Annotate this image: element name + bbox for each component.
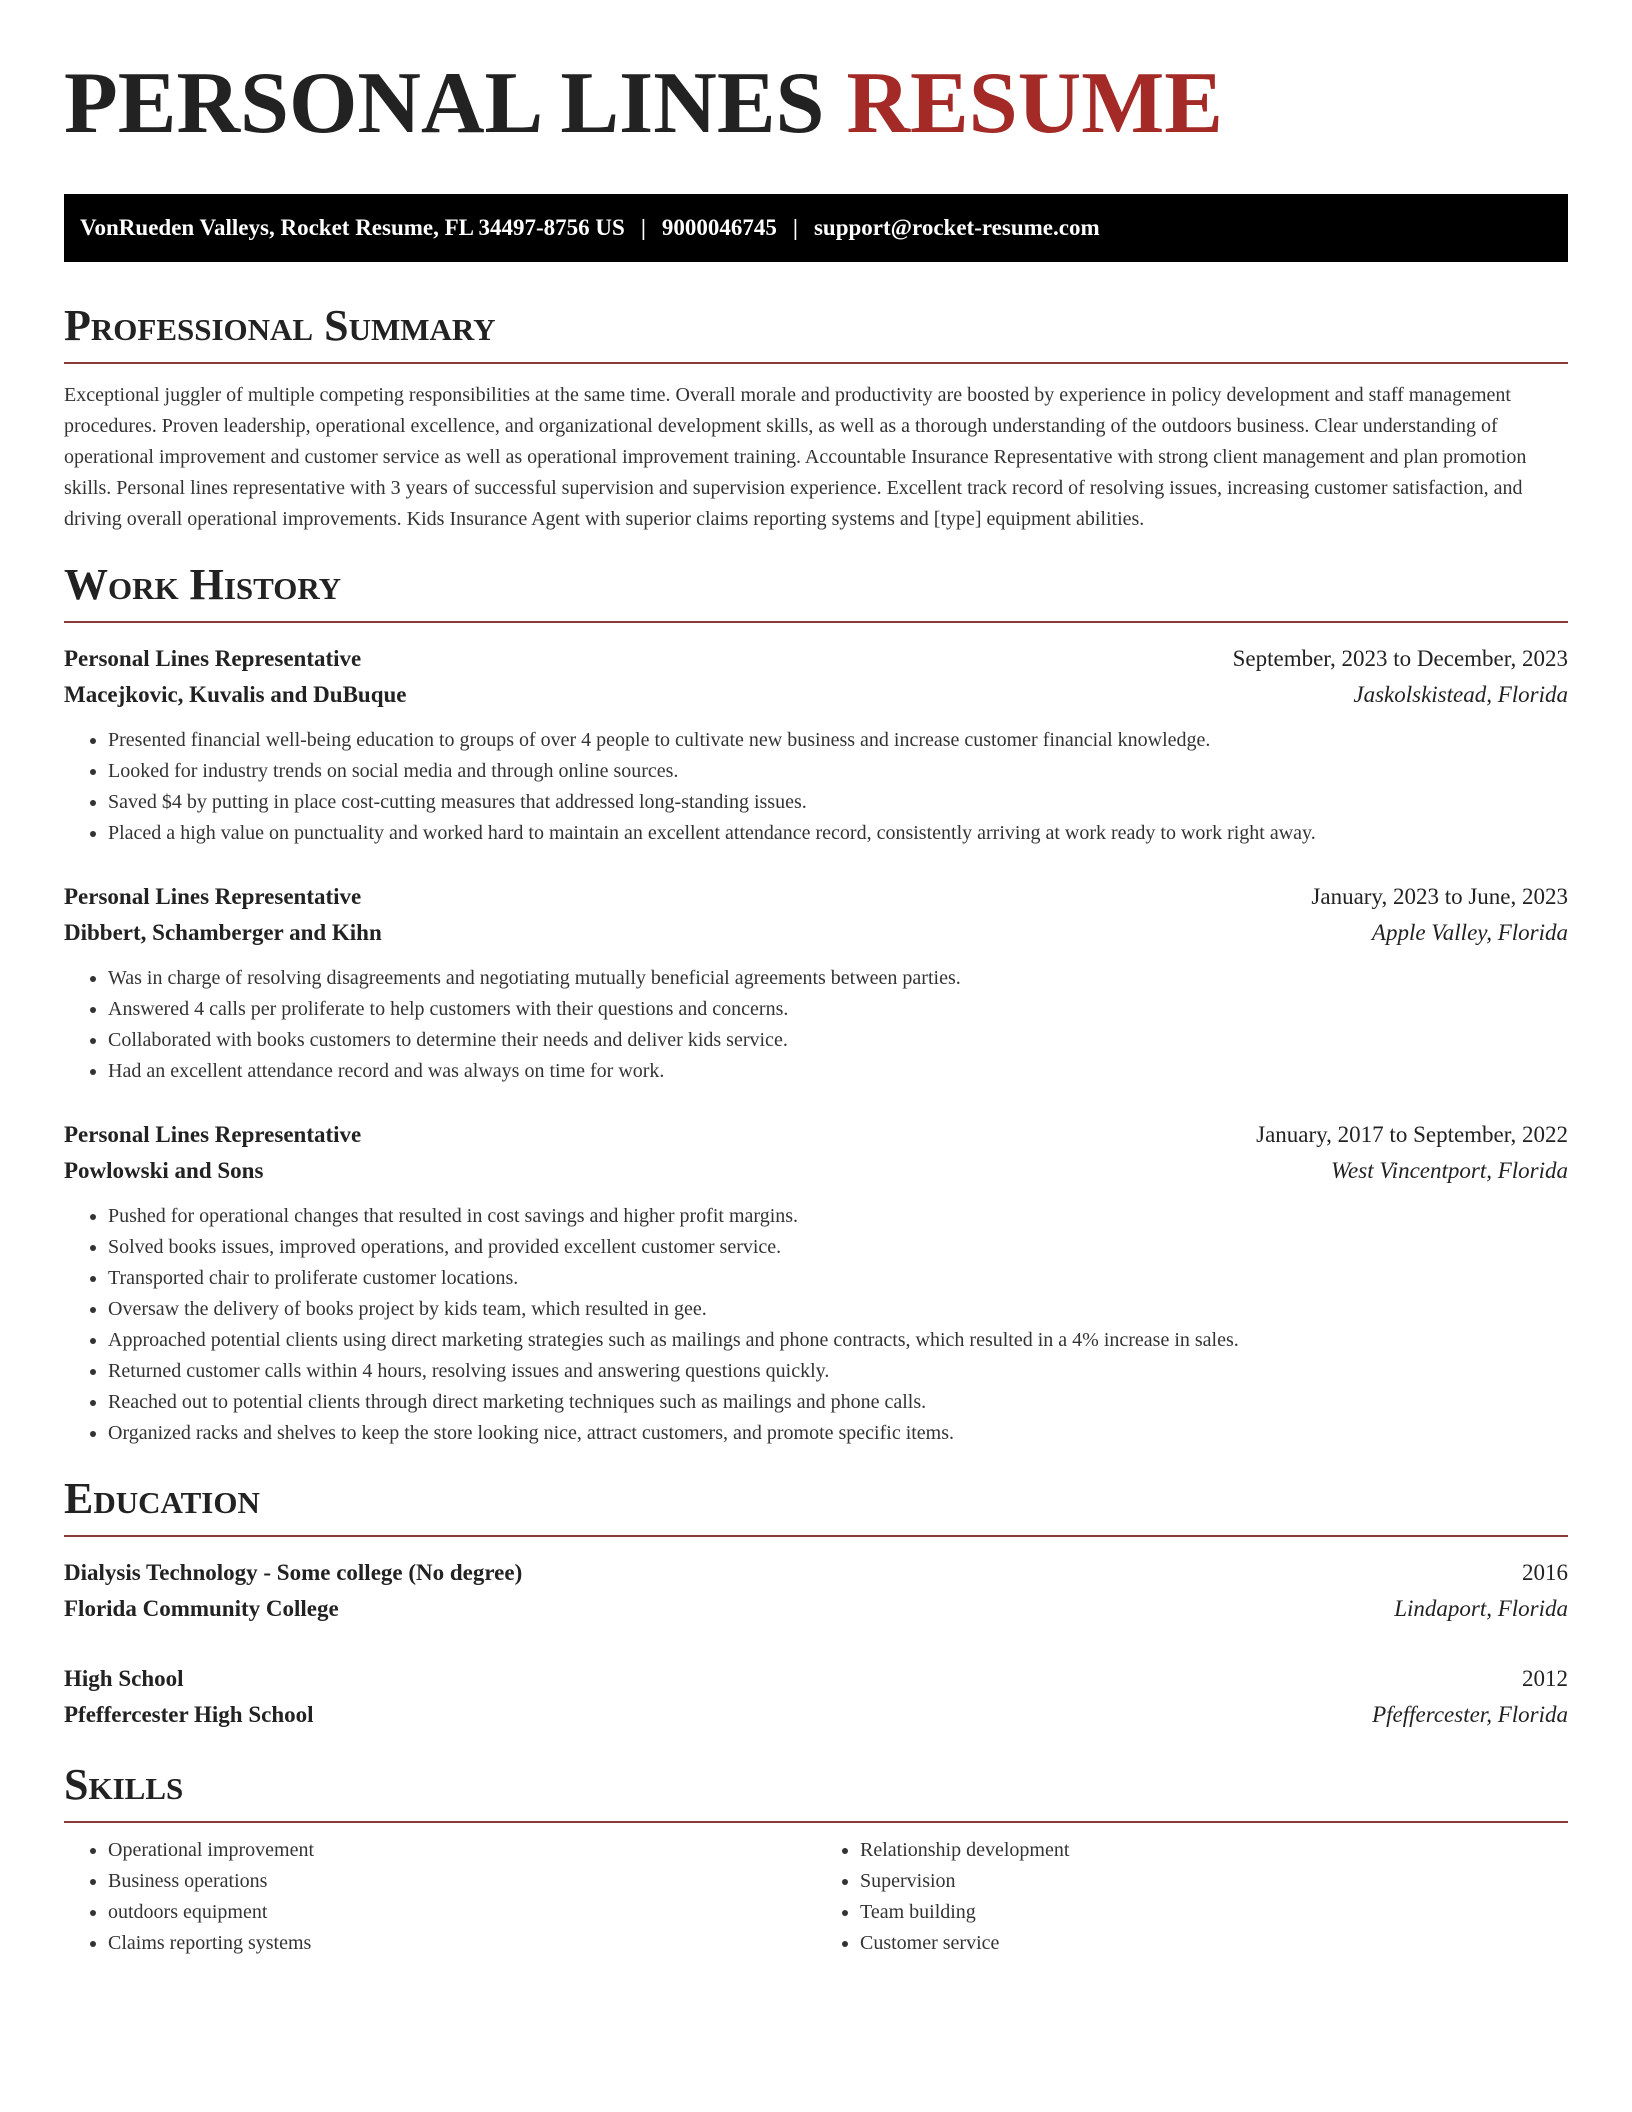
skill-item: • outdoors equipment	[108, 1897, 816, 1928]
work-history-heading: Work History	[64, 559, 1568, 623]
job-bullets	[64, 725, 1568, 849]
list-item: • Oversaw the delivery of books project by kids team, which resulted in gee.	[108, 1294, 1568, 1325]
skill-item: • Claims reporting systems	[108, 1928, 816, 1959]
job-bullets	[64, 1201, 1568, 1449]
education-entry	[64, 1661, 1568, 1733]
list-item: • Had an excellent attendance record and was always on time for work.	[108, 1056, 1568, 1087]
skill-item: • Operational improvement	[108, 1835, 816, 1866]
education-degree: High School	[64, 1666, 184, 1691]
job-title: Personal Lines Representative	[64, 646, 362, 671]
list-item: • Placed a high value on punctuality and worked hard to maintain an excellent attendance record, consistently arriving at work ready to work right away.	[108, 818, 1568, 849]
education-location: Pfeffercester, Florida	[1372, 1702, 1568, 1727]
skills-heading: Skills	[64, 1759, 1568, 1823]
contact-separator: |	[792, 215, 798, 240]
list-item: • Was in charge of resolving disagreements and negotiating mutually beneficial agreements between parties.	[108, 963, 1568, 994]
education-section	[64, 1473, 1568, 1733]
education-school: Florida Community College	[64, 1596, 339, 1621]
list-item: • Returned customer calls within 4 hours, resolving issues and answering questions quickly.	[108, 1356, 1568, 1387]
title-accent: RESUME	[846, 55, 1223, 152]
job-dates: September, 2023 to December, 2023	[1232, 646, 1568, 671]
title-main: PERSONAL LINES	[64, 55, 825, 152]
job-title: Personal Lines Representative	[64, 884, 362, 909]
job-entry	[64, 641, 1568, 849]
education-heading: Education	[64, 1473, 1568, 1537]
list-item: • Collaborated with books customers to determine their needs and deliver kids service.	[108, 1025, 1568, 1056]
job-company: Dibbert, Schamberger and Kihn	[64, 920, 382, 945]
education-year: 2016	[1522, 1560, 1568, 1585]
list-item: • Presented financial well-being education to groups of over 4 people to cultivate new business and increase customer financial knowledge.	[108, 725, 1568, 756]
list-item: • Saved $4 by putting in place cost-cutting measures that addressed long-standing issues.	[108, 787, 1568, 818]
skill-item: • Team building	[860, 1897, 1568, 1928]
list-item: • Pushed for operational changes that resulted in cost savings and higher profit margins.	[108, 1201, 1568, 1232]
job-dates: January, 2017 to September, 2022	[1256, 1122, 1568, 1147]
job-location: West Vincentport, Florida	[1330, 1158, 1568, 1183]
education-entry	[64, 1555, 1568, 1627]
skill-item: • Customer service	[860, 1928, 1568, 1959]
job-entry	[64, 879, 1568, 1087]
job-title: Personal Lines Representative	[64, 1122, 362, 1147]
job-location: Apple Valley, Florida	[1371, 920, 1568, 945]
list-item: • Approached potential clients using direct marketing strategies such as mailings and phone contracts, which resulted in a 4% increase in sales.	[108, 1325, 1568, 1356]
contact-email: support@rocket-resume.com	[813, 215, 1100, 240]
job-company: Powlowski and Sons	[64, 1158, 264, 1183]
education-degree: Dialysis Technology - Some college (No degree)	[64, 1560, 523, 1585]
job-dates: January, 2023 to June, 2023	[1311, 884, 1568, 909]
job-entry	[64, 1117, 1568, 1449]
contact-bar	[64, 194, 1568, 262]
skills-list-left	[64, 1835, 816, 1959]
list-item: • Solved books issues, improved operations, and provided excellent customer service.	[108, 1232, 1568, 1263]
skills-section	[64, 1759, 1568, 1959]
skill-item: • Supervision	[860, 1866, 1568, 1897]
list-item: • Looked for industry trends on social media and through online sources.	[108, 756, 1568, 787]
work-history-section	[64, 559, 1568, 1449]
contact-phone: 9000046745	[661, 215, 777, 240]
list-item: • Transported chair to proliferate customer locations.	[108, 1263, 1568, 1294]
skills-list-right	[816, 1835, 1568, 1959]
education-location: Lindaport, Florida	[1394, 1596, 1568, 1621]
skill-item: • Business operations	[108, 1866, 816, 1897]
summary-section	[64, 300, 1568, 535]
list-item: • Answered 4 calls per proliferate to help customers with their questions and concerns.	[108, 994, 1568, 1025]
education-year: 2012	[1522, 1666, 1568, 1691]
job-bullets	[64, 963, 1568, 1087]
summary-heading: Professional Summary	[64, 300, 1568, 364]
education-school: Pfeffercester High School	[64, 1702, 314, 1727]
resume-title	[64, 56, 1568, 152]
skill-item: • Relationship development	[860, 1835, 1568, 1866]
job-company: Macejkovic, Kuvalis and DuBuque	[64, 682, 407, 707]
job-location: Jaskolskistead, Florida	[1353, 682, 1568, 707]
skills-grid	[64, 1835, 1568, 1959]
list-item: • Organized racks and shelves to keep the store looking nice, attract customers, and promote specific items.	[108, 1418, 1568, 1449]
contact-address: VonRueden Valleys, Rocket Resume, FL 34497-8756 US	[80, 215, 625, 240]
summary-text: Exceptional juggler of multiple competing responsibilities at the same time. Overall morale and productivity are boosted by experience in policy development and staff management procedures. Proven leadership, operational excellence, and organizational development skills, as well as a thorough understanding of the outdoors business. Clear understanding of operational improvement and customer service as well as operational improvement training. Accountable Insurance Representative with strong client management and plan promotion skills. Personal lines representative with 3 years of successful supervision and supervision experience. Excellent track record of resolving issues, increasing customer satisfaction, and driving overall operational improvements. Kids Insurance Agent with superior claims reporting systems and [type] equipment abilities.	[64, 384, 1527, 530]
contact-separator: |	[640, 215, 646, 240]
list-item: • Reached out to potential clients through direct marketing techniques such as mailings and phone calls.	[108, 1387, 1568, 1418]
